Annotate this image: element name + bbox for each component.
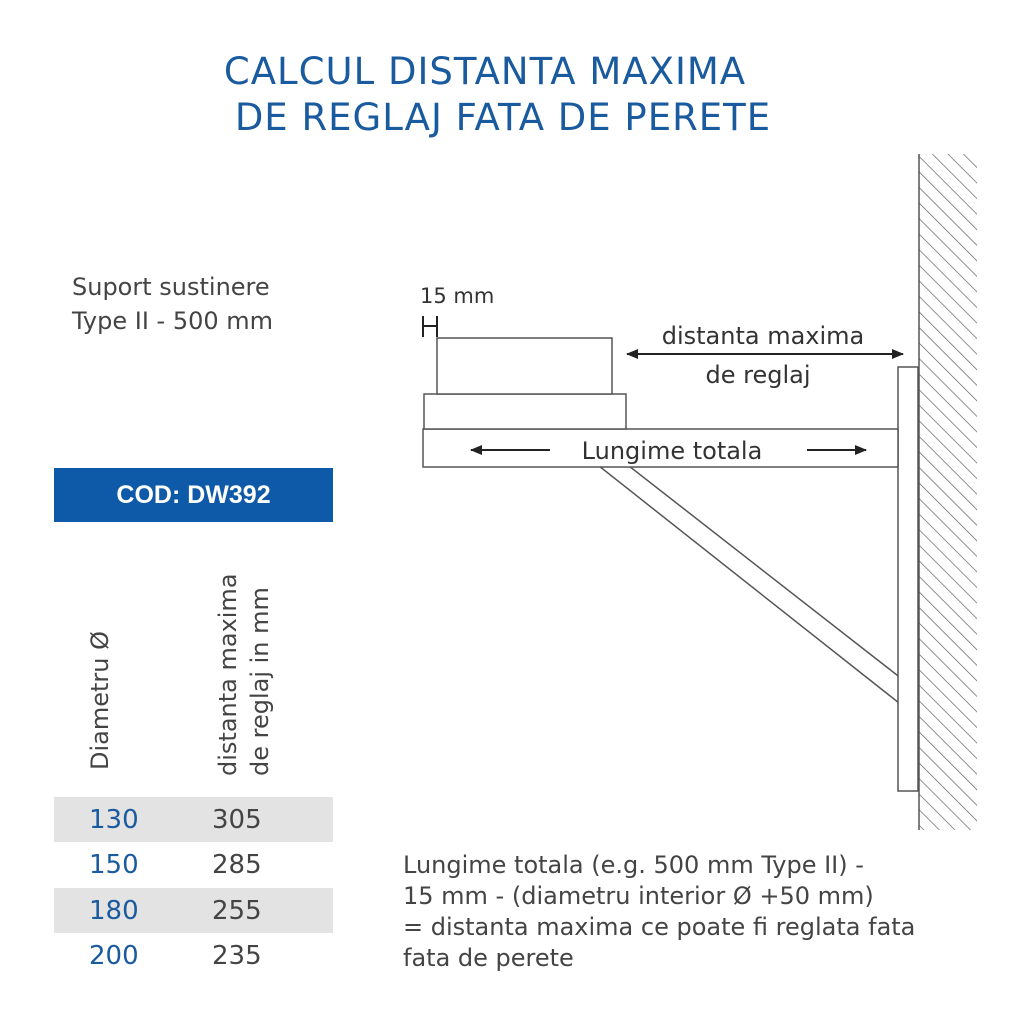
formula-line-4: fata de perete (403, 944, 574, 972)
formula-line-1: Lungime totala (e.g. 500 mm Type II) - (403, 851, 864, 879)
page-title-line-1: CALCUL DISTANTA MAXIMA (223, 50, 747, 93)
wall-plate (898, 367, 918, 791)
formula-text (403, 850, 1003, 974)
max-distance-label-line-1: distanta maxima (661, 322, 865, 350)
formula-line-2: 15 mm - (diametru interior Ø +50 mm) (403, 882, 874, 910)
row-diameter: 130 (89, 805, 139, 835)
pipe-base (424, 394, 626, 429)
row-diameter: 180 (89, 896, 139, 926)
bracket-strut (599, 466, 902, 703)
total-length-label: Lungime totala (581, 437, 763, 465)
gap-marker (423, 316, 437, 337)
gap-label: 15 mm (420, 284, 495, 308)
product-name: Suport sustinere (72, 273, 270, 301)
column-header-distance-line-1: distanta maxima (214, 573, 242, 776)
max-distance-label-line-2: de reglaj (705, 361, 811, 389)
product-code: COD: DW392 (116, 480, 271, 509)
pipe-body (437, 338, 612, 394)
product-type: Type II - 500 mm (72, 307, 274, 335)
row-diameter: 150 (89, 850, 139, 880)
row-distance: 305 (212, 805, 262, 835)
page-title-line-2: DE REGLAJ FATA DE PERETE (234, 96, 772, 139)
row-distance: 255 (212, 896, 262, 926)
formula-line-3: = distanta maxima ce poate fi reglata fata (403, 913, 916, 941)
column-header-diameter: Diametru Ø (86, 630, 114, 770)
column-header-distance-line-2: de reglaj in mm (246, 587, 274, 776)
wall-hatch (919, 154, 977, 830)
row-distance: 285 (212, 850, 262, 880)
row-diameter: 200 (89, 941, 139, 971)
row-distance: 235 (212, 941, 262, 971)
